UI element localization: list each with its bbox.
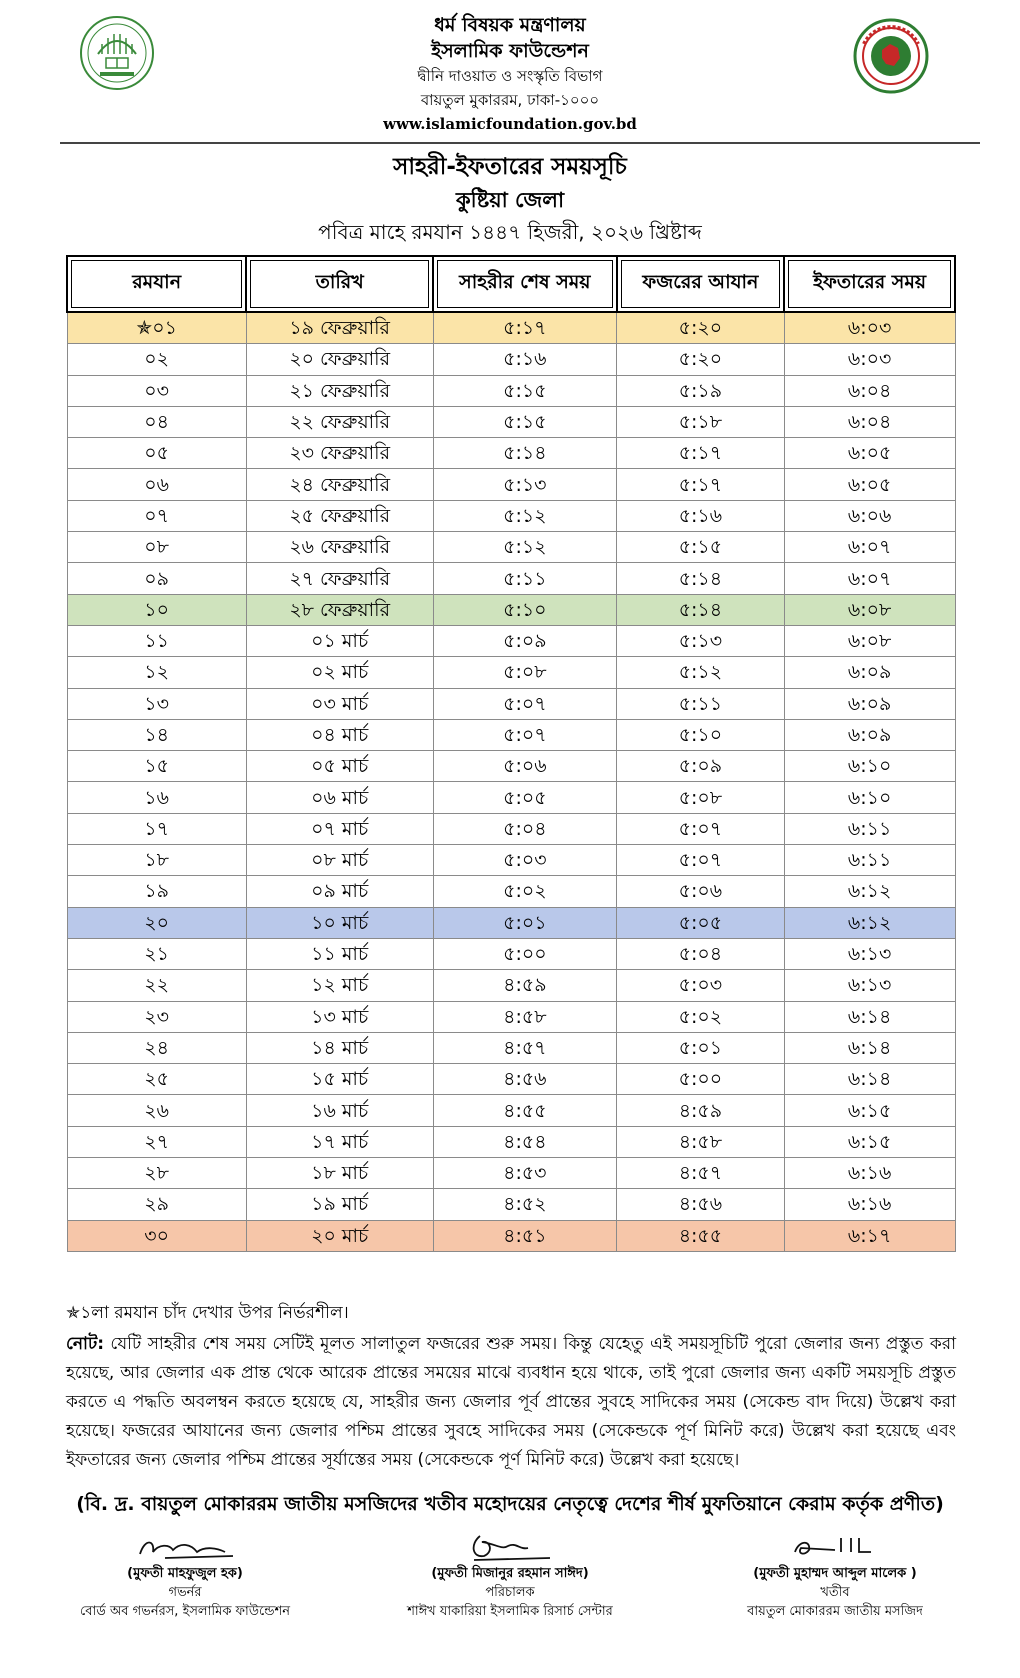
approval-statement: (বি. দ্র. বায়তুল মোকাররম জাতীয় মসজিদের খতীব মহোদয়ের নেতৃত্বে দেশের শীর্ষ মুফতিয়ানে কেরাম কর্তৃক প্রণীত) (76, 1493, 944, 1515)
cell-fajr-azan: ৫:০০ (617, 1064, 785, 1095)
cell-iftar: ৬:০৫ (784, 438, 955, 469)
cell-ramadan-day: ০৪ (67, 406, 246, 437)
cell-date: ২০ ফেব্রুয়ারি (246, 344, 433, 375)
cell-iftar: ৬:১১ (784, 845, 955, 876)
cell-sehri-end: ৫:১৫ (433, 406, 617, 437)
cell-fajr-azan: ৪:৫৬ (617, 1189, 785, 1220)
cell-iftar: ৬:০৬ (784, 500, 955, 531)
table-row (67, 938, 955, 969)
cell-iftar: ৬:০৫ (784, 469, 955, 500)
table-row (67, 532, 955, 563)
cell-iftar: ৬:০৯ (784, 719, 955, 750)
col-header-sehri-end: সাহরীর শেষ সময় (433, 256, 617, 312)
cell-sehri-end: ৫:১৩ (433, 469, 617, 500)
cell-sehri-end: ৪:৫১ (433, 1220, 617, 1251)
cell-ramadan-day: ১৭ (67, 813, 246, 844)
table-row (67, 1126, 955, 1157)
table-row (67, 688, 955, 719)
signatory-3-org: বায়তুল মোকাররম জাতীয় মসজিদ (747, 1604, 923, 1619)
islamic-foundation-logo (78, 14, 156, 92)
signatory-3-name: (মুফতী মুহাম্মদ আব্দুল মালেক ) (753, 1566, 917, 1581)
cell-date: ১৬ মার্চ (246, 1095, 433, 1126)
cell-ramadan-day: ১১ (67, 625, 246, 656)
cell-ramadan-day: ২২ (67, 970, 246, 1001)
cell-sehri-end: ৪:৫৩ (433, 1158, 617, 1189)
cell-iftar: ৬:১৪ (784, 1001, 955, 1032)
cell-iftar: ৬:১৫ (784, 1095, 955, 1126)
cell-date: ২৫ ফেব্রুয়ারি (246, 500, 433, 531)
table-row (67, 375, 955, 406)
cell-iftar: ৬:১৩ (784, 970, 955, 1001)
cell-date: ০৮ মার্চ (246, 845, 433, 876)
cell-date: ১৯ মার্চ (246, 1189, 433, 1220)
cell-ramadan-day: ২৩ (67, 1001, 246, 1032)
cell-ramadan-day: ✯০১ (67, 312, 246, 344)
cell-ramadan-day: ২১ (67, 938, 246, 969)
cell-sehri-end: ৫:১৭ (433, 312, 617, 344)
signatory-3-title: খতীব (820, 1585, 850, 1600)
cell-ramadan-day: ১০ (67, 594, 246, 625)
cell-fajr-azan: ৫:০১ (617, 1032, 785, 1063)
table-row (67, 469, 955, 500)
cell-fajr-azan: ৫:০২ (617, 1001, 785, 1032)
table-row (67, 563, 955, 594)
table-header-row (67, 256, 955, 312)
table-row (67, 782, 955, 813)
cell-fajr-azan: ৫:০৪ (617, 938, 785, 969)
table-row (67, 1220, 955, 1251)
address: বায়তুল মুকাররম, ঢাকা-১০০০ (420, 91, 600, 109)
table-row (67, 1001, 955, 1032)
cell-iftar: ৬:১১ (784, 813, 955, 844)
cell-sehri-end: ৪:৫৮ (433, 1001, 617, 1032)
table-row (67, 312, 955, 344)
cell-fajr-azan: ৪:৫৯ (617, 1095, 785, 1126)
cell-ramadan-day: ০৫ (67, 438, 246, 469)
cell-iftar: ৬:০৯ (784, 657, 955, 688)
signature-3-image (775, 1530, 895, 1564)
cell-ramadan-day: ০৩ (67, 375, 246, 406)
cell-date: ০২ মার্চ (246, 657, 433, 688)
cell-iftar: ৬:১৬ (784, 1189, 955, 1220)
cell-date: ০৩ মার্চ (246, 688, 433, 719)
cell-fajr-azan: ৫:১৭ (617, 469, 785, 500)
cell-ramadan-day: ১৪ (67, 719, 246, 750)
schedule-subtitle: পবিত্র মাহে রমযান ১৪৪৭ হিজরী, ২০২৬ খ্রিষ্টাব্দ (318, 220, 702, 244)
cell-iftar: ৬:১০ (784, 782, 955, 813)
cell-date: ১৪ মার্চ (246, 1032, 433, 1063)
cell-date: ০৬ মার্চ (246, 782, 433, 813)
cell-sehri-end: ৫:০৮ (433, 657, 617, 688)
cell-fajr-azan: ৪:৫৫ (617, 1220, 785, 1251)
cell-date: ১৫ মার্চ (246, 1064, 433, 1095)
cell-date: ২৩ ফেব্রুয়ারি (246, 438, 433, 469)
cell-ramadan-day: ২৭ (67, 1126, 246, 1157)
cell-sehri-end: ৪:৫৯ (433, 970, 617, 1001)
cell-sehri-end: ৫:১১ (433, 563, 617, 594)
schedule-title: সাহরী-ইফতারের সময়সূচি (393, 154, 627, 180)
col-header-ramadan: রমযান (67, 256, 246, 312)
cell-iftar: ৬:০৩ (784, 312, 955, 344)
schedule-titles (0, 150, 1020, 248)
cell-ramadan-day: ২৬ (67, 1095, 246, 1126)
cell-date: ২২ ফেব্রুয়ারি (246, 406, 433, 437)
cell-iftar: ৬:০৮ (784, 594, 955, 625)
cell-ramadan-day: ২৯ (67, 1189, 246, 1220)
cell-iftar: ৬:০৩ (784, 344, 955, 375)
cell-fajr-azan: ৫:১৩ (617, 625, 785, 656)
table-row (67, 344, 955, 375)
cell-sehri-end: ৫:০০ (433, 938, 617, 969)
col-header-fajr-azan: ফজরের আযান (617, 256, 785, 312)
cell-iftar: ৬:১৪ (784, 1032, 955, 1063)
table-row (67, 1189, 955, 1220)
cell-ramadan-day: ১২ (67, 657, 246, 688)
website-link[interactable]: www.islamicfoundation.gov.bd (383, 115, 637, 133)
cell-date: ০৯ মার্চ (246, 876, 433, 907)
cell-fajr-azan: ৫:০৭ (617, 845, 785, 876)
cell-fajr-azan: ৫:১৯ (617, 375, 785, 406)
cell-date: ০৭ মার্চ (246, 813, 433, 844)
cell-sehri-end: ৫:০৬ (433, 751, 617, 782)
signature-1-image (125, 1530, 245, 1564)
cell-sehri-end: ৫:০৭ (433, 688, 617, 719)
cell-date: ২৭ ফেব্রুয়ারি (246, 563, 433, 594)
cell-sehri-end: ৫:১০ (433, 594, 617, 625)
schedule-table (66, 255, 956, 1252)
cell-ramadan-day: ০৬ (67, 469, 246, 500)
cell-fajr-azan: ৪:৫৭ (617, 1158, 785, 1189)
foundation-name: ইসলামিক ফাউন্ডেশন (431, 40, 589, 62)
table-row (67, 500, 955, 531)
cell-sehri-end: ৪:৫৪ (433, 1126, 617, 1157)
table-row (67, 845, 955, 876)
cell-date: ১২ মার্চ (246, 970, 433, 1001)
cell-ramadan-day: ১৬ (67, 782, 246, 813)
cell-ramadan-day: ৩০ (67, 1220, 246, 1251)
cell-date: ১৩ মার্চ (246, 1001, 433, 1032)
signatory-1-name: (মুফতী মাহফুজুল হক) (127, 1566, 243, 1581)
cell-fajr-azan: ৫:০৯ (617, 751, 785, 782)
cell-ramadan-day: ০৮ (67, 532, 246, 563)
signatory-2 (360, 1530, 660, 1621)
cell-date: ১৯ ফেব্রুয়ারি (246, 312, 433, 344)
cell-sehri-end: ৫:০৯ (433, 625, 617, 656)
col-header-date: তারিখ (246, 256, 433, 312)
cell-fajr-azan: ৫:০৭ (617, 813, 785, 844)
cell-iftar: ৬:১২ (784, 907, 955, 938)
explanatory-note (66, 1330, 956, 1475)
cell-sehri-end: ৪:৫২ (433, 1189, 617, 1220)
cell-date: ২৪ ফেব্রুয়ারি (246, 469, 433, 500)
cell-iftar: ৬:০৮ (784, 625, 955, 656)
signatory-3 (685, 1530, 985, 1621)
cell-sehri-end: ৪:৫৬ (433, 1064, 617, 1095)
cell-fajr-azan: ৪:৫৮ (617, 1126, 785, 1157)
government-seal-logo (852, 14, 930, 98)
note-label: নোট: (66, 1334, 105, 1354)
cell-fajr-azan: ৫:১৭ (617, 438, 785, 469)
cell-date: ১৭ মার্চ (246, 1126, 433, 1157)
table-row (67, 970, 955, 1001)
cell-sehri-end: ৫:০৩ (433, 845, 617, 876)
header-divider (60, 142, 980, 144)
cell-ramadan-day: ০২ (67, 344, 246, 375)
cell-fajr-azan: ৫:১৬ (617, 500, 785, 531)
table-row (67, 719, 955, 750)
cell-fajr-azan: ৫:০৩ (617, 970, 785, 1001)
page-header (0, 0, 1020, 142)
col-header-iftar: ইফতারের সময় (784, 256, 955, 312)
cell-date: ১৮ মার্চ (246, 1158, 433, 1189)
table-row (67, 1064, 955, 1095)
cell-sehri-end: ৫:০৫ (433, 782, 617, 813)
signature-2-image (450, 1530, 570, 1564)
table-row (67, 1095, 955, 1126)
cell-ramadan-day: ১৩ (67, 688, 246, 719)
cell-date: ২৮ ফেব্রুয়ারি (246, 594, 433, 625)
cell-sehri-end: ৪:৫৭ (433, 1032, 617, 1063)
cell-sehri-end: ৫:১৬ (433, 344, 617, 375)
cell-ramadan-day: ১৫ (67, 751, 246, 782)
cell-iftar: ৬:১৬ (784, 1158, 955, 1189)
cell-sehri-end: ৫:১৪ (433, 438, 617, 469)
table-row (67, 594, 955, 625)
cell-date: ২১ ফেব্রুয়ারি (246, 375, 433, 406)
cell-iftar: ৬:১৪ (784, 1064, 955, 1095)
signatory-1-title: গভর্নর (168, 1585, 202, 1600)
cell-fajr-azan: ৫:০৮ (617, 782, 785, 813)
note-text: যেটি সাহরীর শেষ সময় সেটিই মূলত সালাতুল ফজরের শুরু সময়। কিন্তু যেহেতু এই সময়সূচিটি পুরো জেলার জন্য প্রস্তুত করা হয়েছে, আর জেলার এক প্রান্ত থেকে আরেক প্রান্তের সময়ের মাঝে ব্যবধান হয়ে থাকে, তাই পুরো জেলার জন্য একটি সময়সূচি প্রস্তুত করতে এ পদ্ধতি অবলম্বন করতে হয়েছে যে, সাহরীর জন্য জেলার পূর্ব প্রান্তের সুবহে সাদিকের সময় (সেকেন্ড বাদ দিয়ে) উল্লেখ করা হয়েছে। ফজরের আযানের জন্য জেলার পশ্চিম প্রান্তের সুবহে সাদিকের সময় (সেকেন্ডকে পূর্ণ মিনিট করে) উল্লেখ করা হয়েছে এবং ইফতারের জন্য জেলার পশ্চিম প্রান্তের সূর্যাস্তের সময় (সেকেন্ডকে পূর্ণ মিনিট করে) উল্লেখ করা হয়েছে। (66, 1334, 956, 1470)
cell-iftar: ৬:০৭ (784, 532, 955, 563)
cell-iftar: ৬:১০ (784, 751, 955, 782)
cell-fajr-azan: ৫:২০ (617, 312, 785, 344)
cell-fajr-azan: ৫:০৫ (617, 907, 785, 938)
cell-ramadan-day: ১৮ (67, 845, 246, 876)
table-row (67, 625, 955, 656)
cell-sehri-end: ৫:০৭ (433, 719, 617, 750)
table-row (67, 907, 955, 938)
table-row (67, 406, 955, 437)
cell-date: ০১ মার্চ (246, 625, 433, 656)
cell-date: ২০ মার্চ (246, 1220, 433, 1251)
cell-ramadan-day: ০৯ (67, 563, 246, 594)
cell-sehri-end: ৫:০৪ (433, 813, 617, 844)
moon-sighting-footnote: ✯১লা রমযান চাঁদ দেখার উপর নির্ভরশীল। (66, 1303, 349, 1323)
cell-fajr-azan: ৫:০৬ (617, 876, 785, 907)
table-body (67, 312, 955, 1251)
cell-sehri-end: ৫:১২ (433, 532, 617, 563)
cell-iftar: ৬:০৯ (784, 688, 955, 719)
cell-fajr-azan: ৫:১৪ (617, 594, 785, 625)
cell-date: ১১ মার্চ (246, 938, 433, 969)
table-row (67, 657, 955, 688)
cell-fajr-azan: ৫:২০ (617, 344, 785, 375)
cell-ramadan-day: ২৪ (67, 1032, 246, 1063)
cell-date: ২৬ ফেব্রুয়ারি (246, 532, 433, 563)
table-row (67, 876, 955, 907)
cell-sehri-end: ৫:১২ (433, 500, 617, 531)
cell-date: ১০ মার্চ (246, 907, 433, 938)
cell-iftar: ৬:০৪ (784, 406, 955, 437)
table-row (67, 813, 955, 844)
cell-fajr-azan: ৫:১১ (617, 688, 785, 719)
cell-iftar: ৬:১৭ (784, 1220, 955, 1251)
cell-fajr-azan: ৫:১৮ (617, 406, 785, 437)
table-row (67, 751, 955, 782)
cell-ramadan-day: ২০ (67, 907, 246, 938)
district-title: কুষ্টিয়া জেলা (455, 188, 565, 212)
signatory-2-title: পরিচালক (485, 1585, 535, 1600)
cell-sehri-end: ৫:০২ (433, 876, 617, 907)
cell-fajr-azan: ৫:১২ (617, 657, 785, 688)
signatory-1 (35, 1530, 335, 1621)
cell-iftar: ৬:০৭ (784, 563, 955, 594)
table-row (67, 1158, 955, 1189)
signatory-2-org: শাঈখ যাকারিয়া ইসলামিক রিসার্চ সেন্টার (407, 1604, 613, 1619)
table-row (67, 1032, 955, 1063)
cell-iftar: ৬:১৩ (784, 938, 955, 969)
header-text (250, 12, 770, 136)
cell-iftar: ৬:১২ (784, 876, 955, 907)
cell-sehri-end: ৫:১৫ (433, 375, 617, 406)
ministry-name: ধর্ম বিষয়ক মন্ত্রণালয় (434, 14, 586, 36)
signatory-2-name: (মুফতী মিজানুর রহমান সাঈদ) (431, 1566, 589, 1581)
table-row (67, 438, 955, 469)
department-name: দ্বীনি দাওয়াত ও সংস্কৃতি বিভাগ (417, 67, 603, 85)
cell-ramadan-day: ১৯ (67, 876, 246, 907)
cell-date: ০৫ মার্চ (246, 751, 433, 782)
cell-ramadan-day: ২৫ (67, 1064, 246, 1095)
cell-ramadan-day: ০৭ (67, 500, 246, 531)
cell-sehri-end: ৫:০১ (433, 907, 617, 938)
cell-iftar: ৬:০৪ (784, 375, 955, 406)
cell-fajr-azan: ৫:১০ (617, 719, 785, 750)
cell-sehri-end: ৪:৫৫ (433, 1095, 617, 1126)
cell-ramadan-day: ২৮ (67, 1158, 246, 1189)
cell-iftar: ৬:১৫ (784, 1126, 955, 1157)
cell-fajr-azan: ৫:১৫ (617, 532, 785, 563)
cell-fajr-azan: ৫:১৪ (617, 563, 785, 594)
signatory-1-org: বোর্ড অব গভর্নরস, ইসলামিক ফাউন্ডেশন (80, 1604, 290, 1619)
cell-date: ০৪ মার্চ (246, 719, 433, 750)
